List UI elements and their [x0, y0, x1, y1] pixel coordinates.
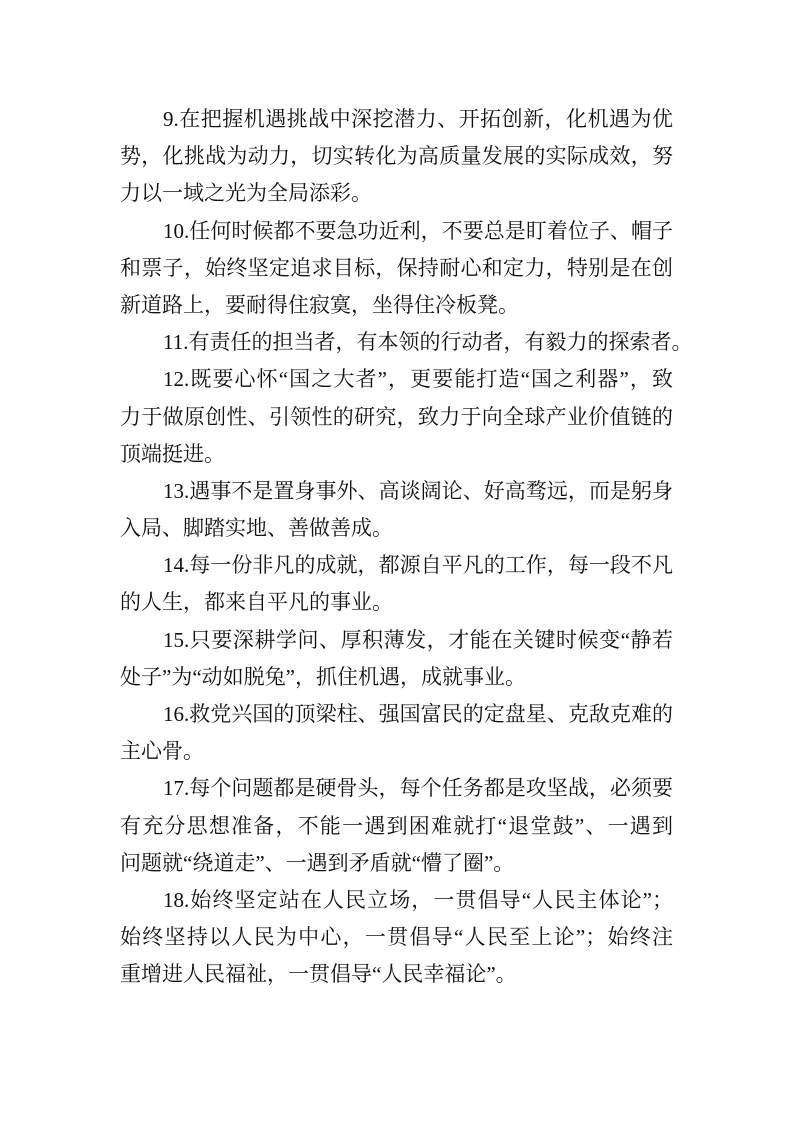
text-line: 16.救党兴国的顶梁柱、强国富民的定盘星、克敌克难的 — [163, 702, 673, 726]
text-line: 问题就“绕道走”、一遇到矛盾就“懵了圈”。 — [120, 850, 515, 875]
text-line: 和票子，始终坚定追求目标，保持耐心和定力，特别是在创 — [120, 255, 673, 280]
text-line: 主心骨。 — [120, 739, 204, 764]
text-line: 顶端挺进。 — [120, 441, 225, 466]
paragraph — [120, 770, 673, 882]
text-line: 力于做原创性、引领性的研究，致力于向全球产业价值链的 — [120, 404, 673, 429]
text-line: 处子”为“动如脱兔”，抓住机遇，成就事业。 — [120, 664, 526, 689]
paragraph — [120, 622, 673, 696]
text-line: 入局、脚踏实地、善做善成。 — [120, 516, 393, 541]
text-line: 9.在把握机遇挑战中深挖潜力、开拓创新，化机遇为优 — [163, 107, 673, 131]
text-line: 有充分思想准备，不能一遇到困难就打“退堂鼓”、一遇到 — [120, 813, 673, 838]
paragraph — [120, 361, 673, 473]
paragraph — [120, 324, 693, 361]
paragraph — [120, 101, 673, 213]
paragraph — [120, 213, 673, 325]
text-line: 始终坚持以人民为中心，一贯倡导“人民至上论”；始终注 — [120, 925, 673, 950]
text-line: 15.只要深耕学问、厚积薄发，才能在关键时候变“静若 — [163, 627, 673, 652]
paragraph — [120, 547, 673, 621]
paragraph — [120, 473, 673, 547]
text-line: 10.任何时候都不要急功近利，不要总是盯着位子、帽子 — [163, 218, 673, 243]
text-line: 势，化挑战为动力，切实转化为高质量发展的实际成效，努 — [120, 144, 673, 169]
text-line: 力以一域之光为全局添彩。 — [120, 181, 372, 206]
document-body — [120, 101, 693, 994]
text-line: 的人生，都来自平凡的事业。 — [120, 590, 393, 615]
text-line: 重增进人民福祉，一贯倡导“人民幸福论”。 — [120, 962, 517, 987]
text-line: 17.每个问题都是硬骨头，每个任务都是攻坚战，必须要 — [163, 776, 673, 801]
text-line: 13.遇事不是置身事外、高谈阔论、好高骛远，而是躬身 — [163, 478, 673, 503]
paragraph — [120, 696, 673, 770]
text-line: 14.每一份非凡的成就，都源自平凡的工作，每一段不凡 — [163, 553, 673, 578]
text-line: 18.始终坚定站在人民立场，一贯倡导“人民主体论”； — [163, 887, 673, 912]
paragraph — [120, 882, 673, 994]
text-line: 12.既要心怀“国之大者”，更要能打造“国之利器”，致 — [163, 367, 673, 392]
text-line: 11.有责任的担当者，有本领的行动者，有毅力的探索者。 — [163, 330, 693, 355]
text-line: 新道路上，要耐得住寂寞，坐得住冷板凳。 — [120, 292, 519, 317]
